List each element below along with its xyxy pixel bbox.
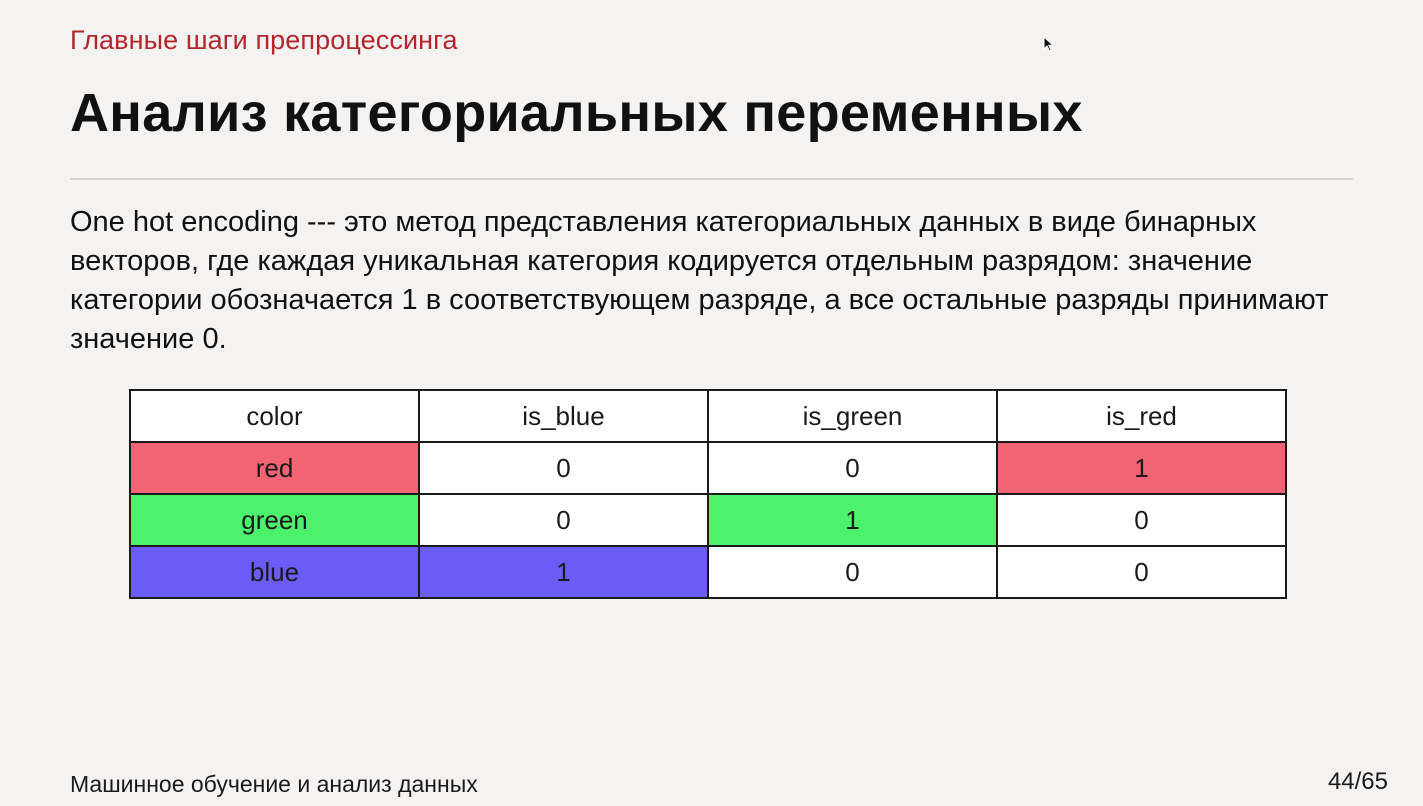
header-cell-is-red: is_red bbox=[997, 390, 1286, 442]
cell-is-red: 0 bbox=[997, 494, 1286, 546]
cell-is-blue: 0 bbox=[419, 494, 708, 546]
header-cell-color: color bbox=[130, 390, 419, 442]
table-row-red bbox=[130, 442, 1286, 494]
title-divider bbox=[70, 178, 1353, 180]
page-number: 44/65 bbox=[1327, 768, 1388, 795]
cell-is-red: 1 bbox=[997, 442, 1286, 494]
slide-title: Анализ категориальных переменных bbox=[70, 83, 1083, 143]
cell-color: green bbox=[130, 494, 419, 546]
mouse-pointer-icon bbox=[1043, 36, 1055, 52]
cell-is-blue: 0 bbox=[419, 442, 708, 494]
header-cell-is-blue: is_blue bbox=[419, 390, 708, 442]
cell-is-green: 0 bbox=[708, 546, 997, 598]
one-hot-table-container bbox=[129, 389, 1287, 599]
cell-is-green: 1 bbox=[708, 494, 997, 546]
footer-course-name: Машинное обучение и анализ данных bbox=[70, 771, 478, 797]
slide-subtitle: Главные шаги препроцессинга bbox=[70, 25, 458, 55]
table-header-row bbox=[130, 390, 1286, 442]
table-row-blue bbox=[130, 546, 1286, 598]
table-row-green bbox=[130, 494, 1286, 546]
header-cell-is-green: is_green bbox=[708, 390, 997, 442]
cell-color: blue bbox=[130, 546, 419, 598]
one-hot-encoding-table bbox=[129, 389, 1287, 599]
cell-is-blue: 1 bbox=[419, 546, 708, 598]
cell-color: red bbox=[130, 442, 419, 494]
cell-is-red: 0 bbox=[997, 546, 1286, 598]
slide-body-text: One hot encoding --- это метод представления категориальных данных в виде бинарных векторов, где каждая уникальная категория кодируется отдельным разрядом: значение категории обозначается 1 в соответствующем разряде, а все остальные разряды принимают значение 0. bbox=[70, 206, 1329, 355]
cell-is-green: 0 bbox=[708, 442, 997, 494]
